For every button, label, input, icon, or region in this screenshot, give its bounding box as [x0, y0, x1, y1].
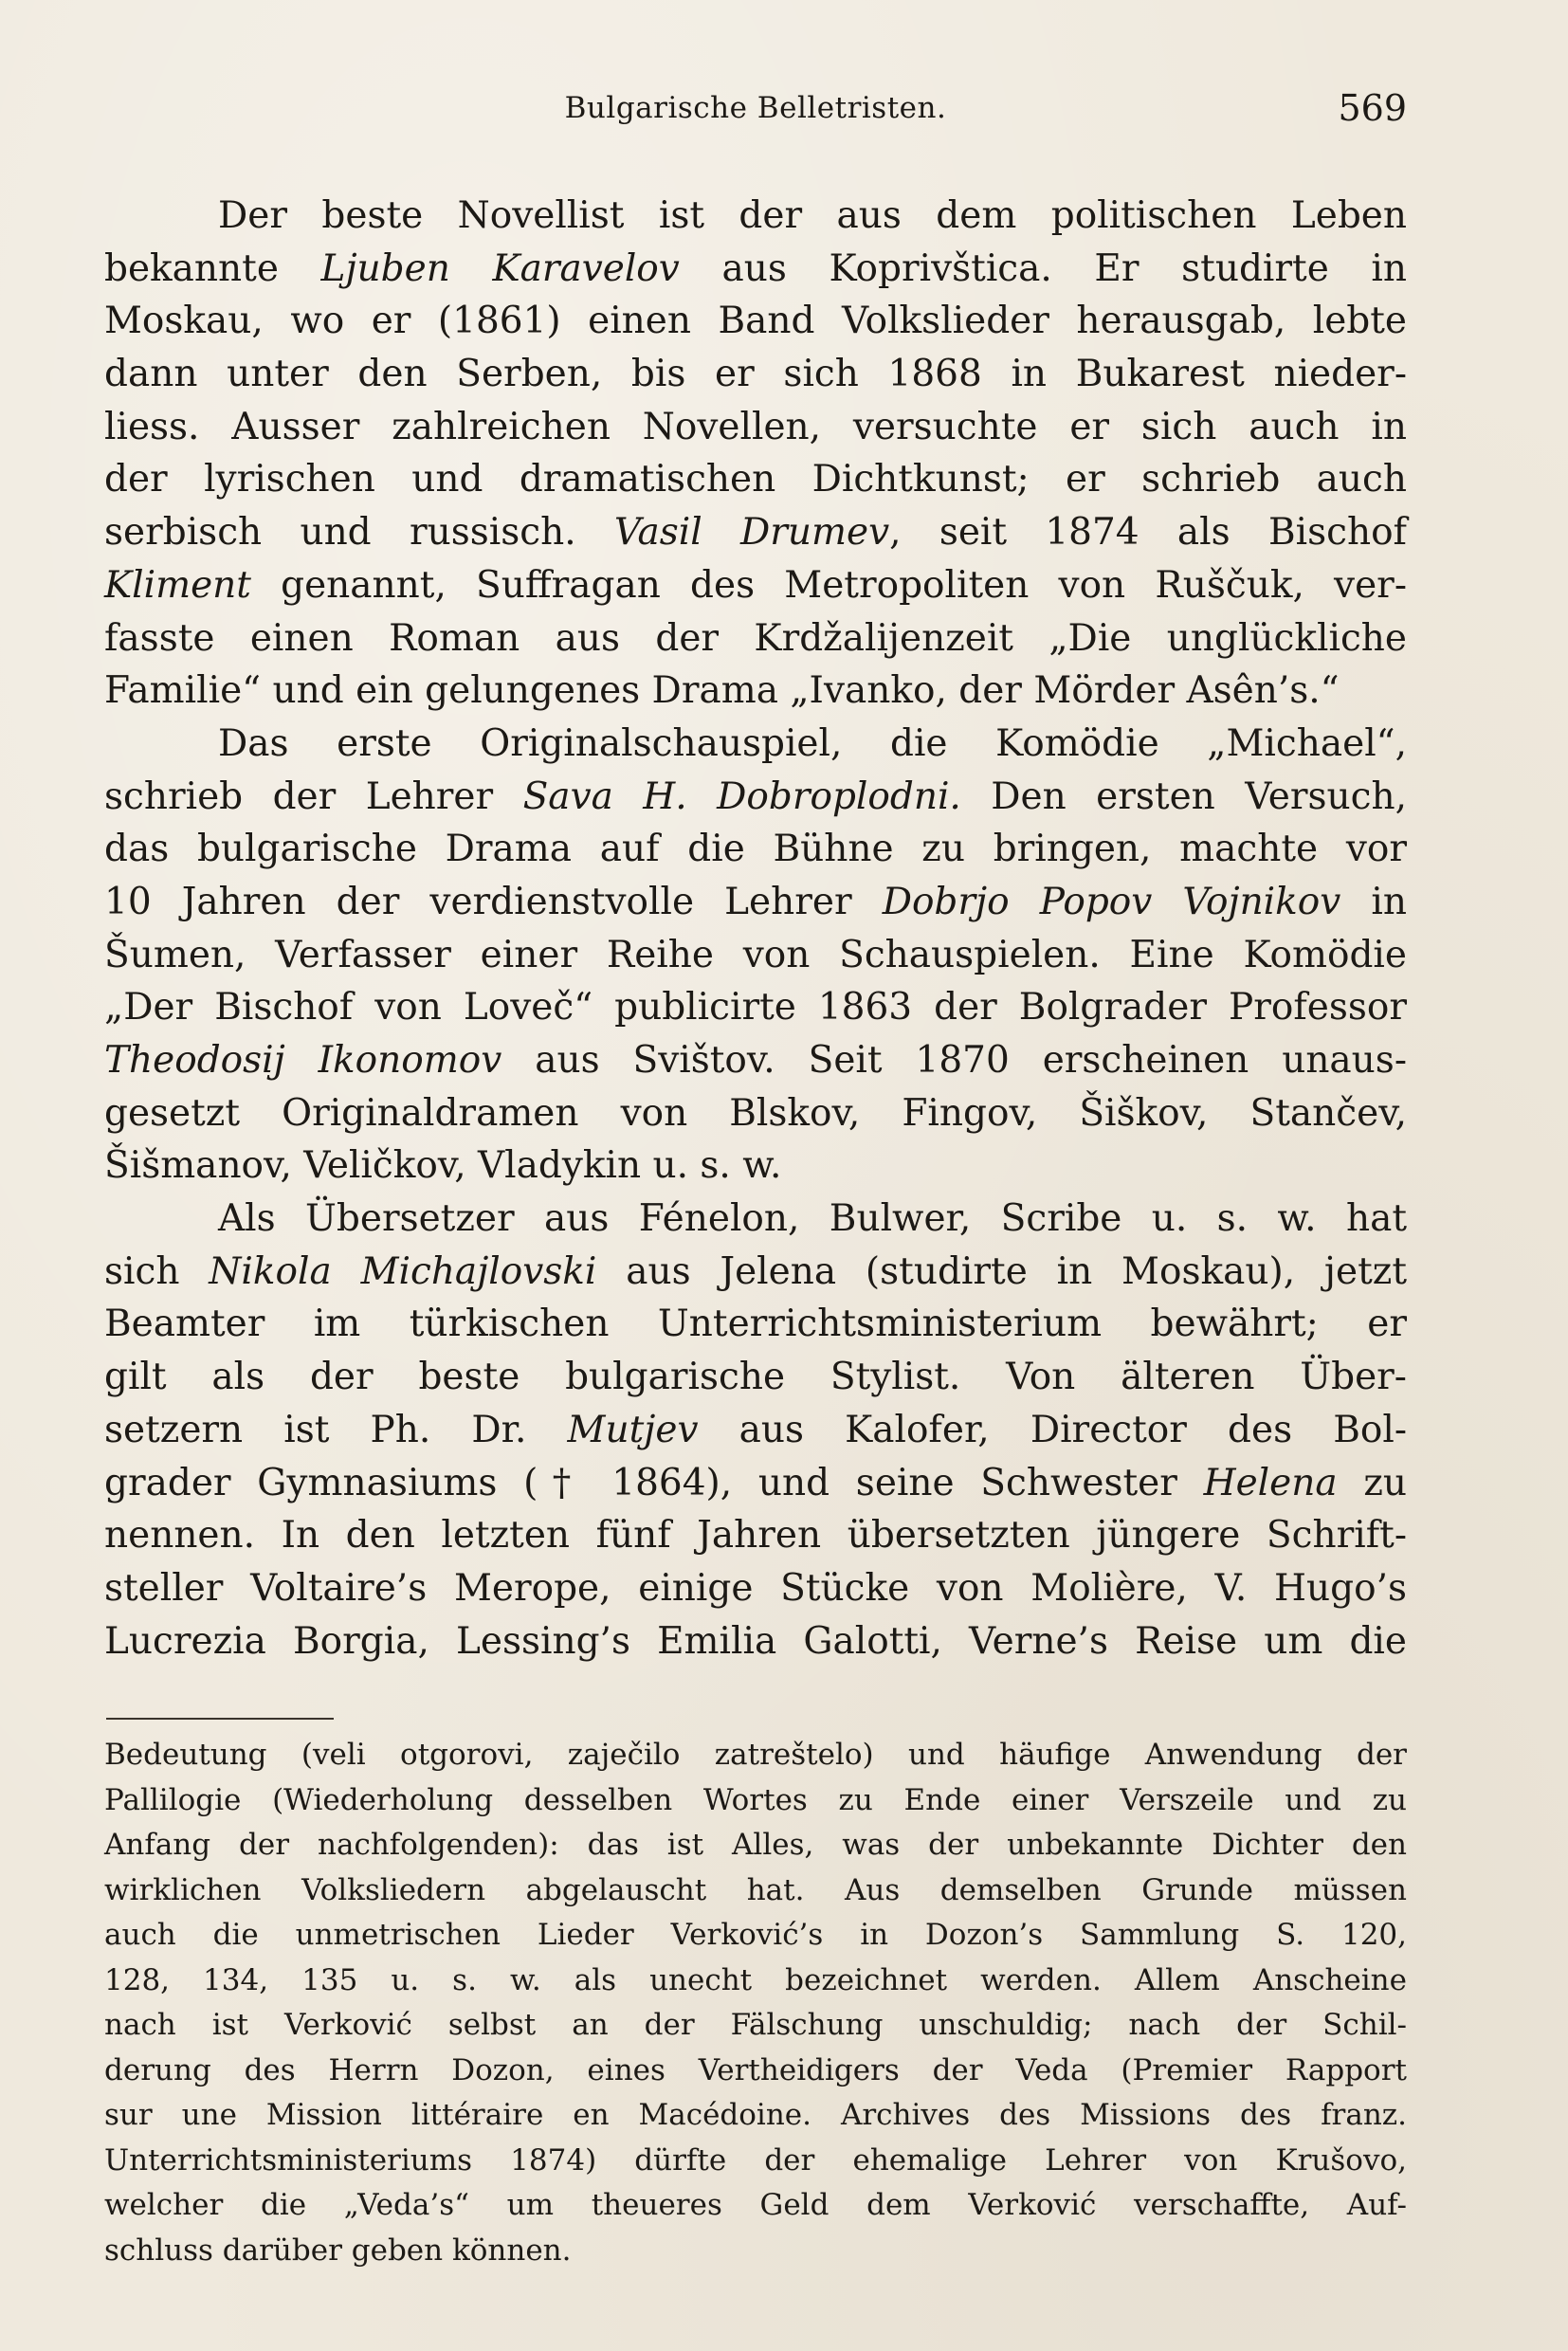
footnote	[104, 1733, 1407, 2273]
text-line: liess. Ausser zahlreichen Novellen, versuchte er sich auch in	[104, 405, 1407, 448]
text-line	[104, 243, 1407, 296]
text-line: Als Übersetzer aus Fénelon, Bulwer, Scribe u. s. w. hat	[218, 1197, 1407, 1241]
text-line: Das erste Originalschauspiel, die Komödie „Michael“,	[218, 721, 1407, 765]
italic-name: Nikola Michajlovski	[209, 1249, 597, 1293]
italic-name: Theodosij Ikonomov	[104, 1039, 502, 1082]
italic-name: Vasil Drumev	[613, 511, 890, 555]
footnote-line: welcher die „Veda’s“ um theueres Geld dem Verković verschaffte, Auf-	[104, 2188, 1407, 2222]
text-run: schrieb der Lehrer	[104, 775, 523, 818]
page-number: 569	[1338, 87, 1407, 129]
footnote-line: 128, 134, 135 u. s. w. als unecht bezeichnet werden. Allem Anscheine	[104, 1962, 1407, 1997]
footnote-line: Anfang der nachfolgenden): das ist Alles, was der unbekannte Dichter den	[104, 1828, 1407, 1862]
text-run: bekannte	[104, 246, 321, 290]
text-line: Moskau, wo er (1861) einen Band Volkslieder herausgab, lebte	[104, 300, 1407, 343]
footnote-separator	[106, 1718, 334, 1720]
italic-name: Kliment	[104, 563, 251, 607]
page-header	[104, 87, 1407, 148]
text-line	[104, 1457, 1407, 1510]
text-line: nennen. In den letzten fünf Jahren übersetzten jüngere Schrift-	[104, 1514, 1407, 1558]
text-line: steller Voltaire’s Merope, einige Stücke von Molière, V. Hugo’s	[104, 1566, 1407, 1610]
running-title: Bulgarische Belletristen.	[564, 91, 947, 125]
text-line	[104, 1404, 1407, 1457]
footnote-line: auch die unmetrischen Lieder Verković’s in Dozon’s Sammlung S. 120,	[104, 1918, 1407, 1952]
text-run: genannt, Suffragan des Metropoliten von Ruščuk, ver-	[250, 563, 1407, 607]
text-line	[104, 771, 1407, 824]
italic-name: Dobrjo Popov Vojnikov	[882, 880, 1341, 923]
text-line	[104, 1034, 1407, 1087]
text-line	[104, 1246, 1407, 1299]
text-run: Den ersten Versuch,	[960, 775, 1407, 818]
text-line: fasste einen Roman aus der Krdžalijenzeit „Die unglückliche	[104, 616, 1407, 660]
text-line: „Der Bischof von Loveč“ publicirte 1863 der Bolgrader Professor	[104, 986, 1407, 1030]
text-run: 10 Jahren der verdienstvolle Lehrer	[104, 880, 883, 923]
italic-name: Ljuben Karavelov	[320, 246, 680, 290]
text-line: Beamter im türkischen Unterrichtsministerium bewährt; er	[104, 1303, 1407, 1346]
text-line: gesetzt Originaldramen von Blskov, Fingov, Šiškov, Stančev,	[104, 1091, 1407, 1135]
text-line: Der beste Novellist ist der aus dem politischen Leben	[218, 194, 1407, 237]
text-run: zu	[1337, 1461, 1408, 1504]
footnote-line: Pallilogie (Wiederholung desselben Wortes zu Ende einer Verszeile und zu	[104, 1782, 1407, 1817]
text-line: Lucrezia Borgia, Lessing’s Emilia Galotti, Verne’s Reise um die	[104, 1619, 1407, 1663]
text-run: setzern ist Ph. Dr.	[104, 1408, 568, 1451]
text-line	[104, 506, 1407, 559]
text-line: das bulgarische Drama auf die Bühne zu bringen, machte vor	[104, 828, 1407, 871]
text-run: aus Kalofer, Director des Bol-	[698, 1408, 1407, 1451]
italic-name: Helena	[1203, 1461, 1338, 1504]
text-line	[104, 876, 1407, 929]
text-run: grader Gymnasiums († 1864), und seine Schwester	[104, 1461, 1204, 1504]
italic-name: Sava H. Dobroplodni.	[522, 775, 961, 818]
italic-name: Mutjev	[567, 1408, 699, 1451]
footnote-line: nach ist Verković selbst an der Fälschung unschuldig; nach der Schil-	[104, 2008, 1407, 2042]
text-line: gilt als der beste bulgarische Stylist. Von älteren Über-	[104, 1356, 1407, 1399]
footnote-line: schluss darüber geben können.	[104, 2233, 572, 2268]
text-run: aus Koprivštica. Er studirte in	[679, 246, 1407, 290]
footnote-line: derung des Herrn Dozon, eines Vertheidigers der Veda (Premier Rapport	[104, 2052, 1407, 2087]
footnote-line: Bedeutung (veli otgorovi, zaječilo zatreštelo) und häufige Anwendung der	[104, 1738, 1407, 1772]
text-run: aus Jelena (studirte in Moskau), jetzt	[596, 1249, 1407, 1293]
text-line: Šišmanov, Veličkov, Vladykin u. s. w.	[104, 1144, 782, 1188]
text-run: , seit 1874 als Bischof	[889, 511, 1407, 555]
text-run: aus Svištov. Seit 1870 erscheinen unaus-	[501, 1039, 1407, 1082]
main-text	[104, 190, 1407, 1668]
text-run: in	[1340, 880, 1407, 923]
footnote-line: Unterrichtsministeriums 1874) dürfte der ehemalige Lehrer von Krušovo,	[104, 2142, 1407, 2178]
text-line: dann unter den Serben, bis er sich 1868 in Bukarest nieder-	[104, 353, 1407, 396]
text-line: der lyrischen und dramatischen Dichtkunst; er schrieb auch	[104, 458, 1407, 501]
footnote-line: wirklichen Volksliedern abgelauscht hat. Aus demselben Grunde müssen	[104, 1872, 1407, 1907]
text-run: serbisch und russisch.	[104, 511, 614, 555]
text-line: Familie“ und ein gelungenes Drama „Ivanko, der Mörder Asên’s.“	[104, 669, 1340, 713]
footnote-line: sur une Mission littéraire en Macédoine. Archives des Missions des franz.	[104, 2098, 1407, 2132]
text-run: sich	[104, 1249, 210, 1293]
text-line	[104, 559, 1407, 612]
text-line: Šumen, Verfasser einer Reihe von Schauspielen. Eine Komödie	[104, 933, 1407, 976]
